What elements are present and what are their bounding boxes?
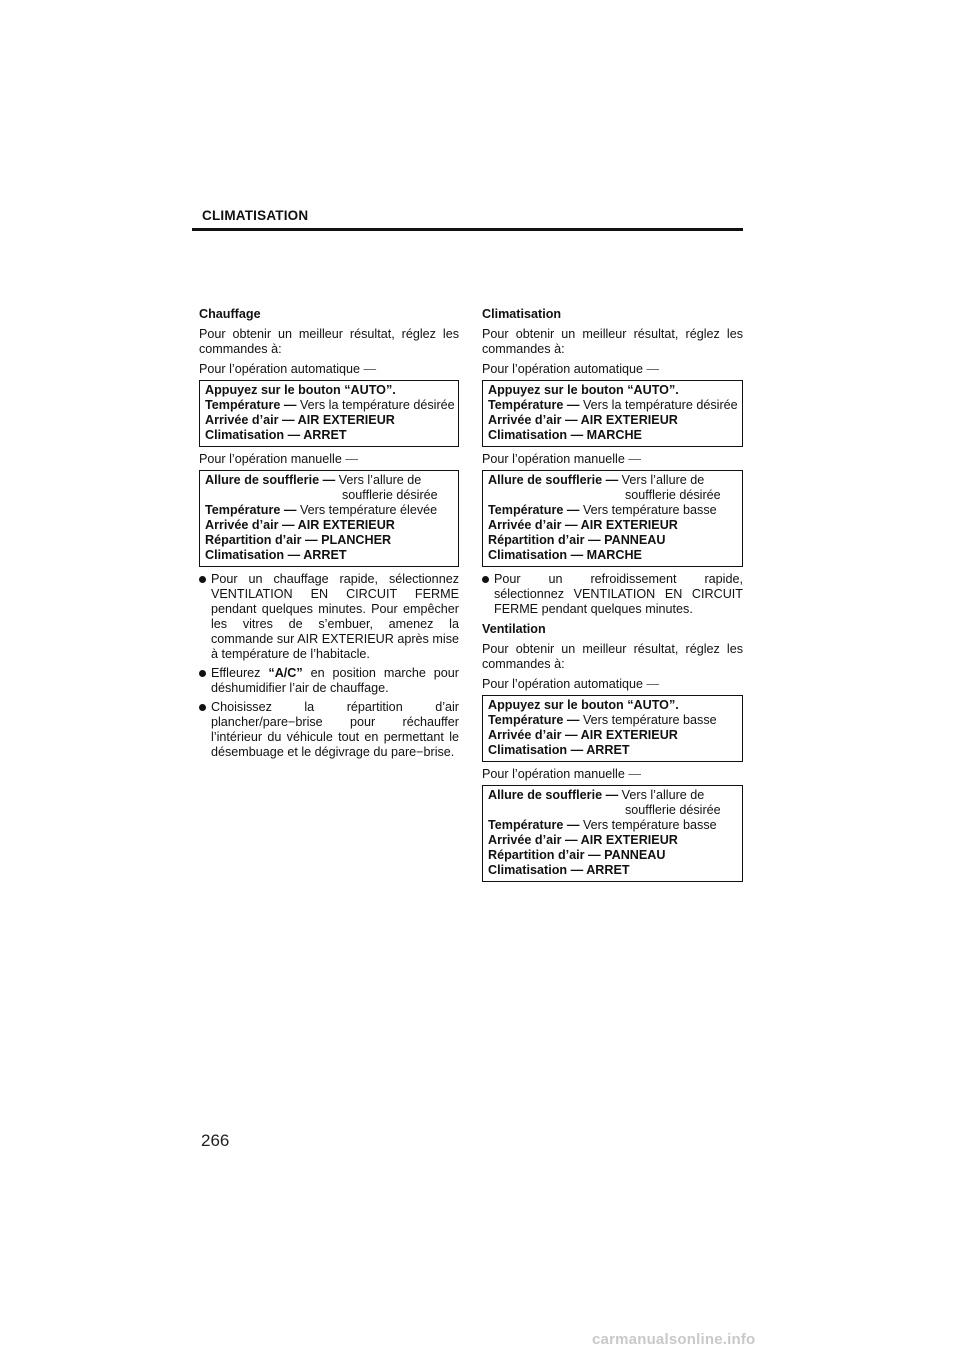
setting-row (205, 518, 453, 533)
section-title: CLIMATISATION (202, 208, 309, 223)
setting-row (205, 548, 453, 563)
page-number: 266 (201, 1131, 230, 1150)
tip-text: en position marche pour déshumidifier l’air de chauffage. (211, 666, 459, 695)
fan-speed-row (205, 473, 453, 488)
cooling-auto-settings (482, 380, 743, 447)
heating-intro: Pour obtenir un meilleur résultat, réglez les commandes à: (199, 327, 459, 356)
ventilation-manual-settings (482, 785, 743, 882)
setting-key: Température — (488, 818, 580, 832)
bullet-icon (199, 670, 206, 677)
heating-auto-settings (199, 380, 459, 447)
setting-key: Arrivée d’air — AIR EXTERIEUR (488, 413, 678, 427)
setting-row (488, 833, 737, 848)
fan-speed-continuation: soufflerie désirée (342, 488, 438, 502)
tip-item (199, 700, 459, 760)
cooling-manual-label: Pour l’opération manuelle — (482, 452, 641, 466)
setting-key: Température — (205, 398, 297, 412)
heating-manual-settings (199, 470, 459, 567)
fan-speed-row (488, 788, 737, 803)
cooling-manual-settings (482, 470, 743, 567)
setting-key: Climatisation — ARRET (205, 548, 347, 562)
fan-speed-row (488, 473, 737, 488)
setting-row (488, 413, 737, 428)
setting-value: Vers l’allure de (621, 473, 705, 487)
bullet-icon (199, 704, 206, 711)
setting-row (488, 398, 737, 413)
setting-row (488, 818, 737, 833)
setting-row (488, 383, 737, 398)
setting-key: Arrivée d’air — AIR EXTERIEUR (488, 728, 678, 742)
setting-key: Arrivée d’air — AIR EXTERIEUR (205, 518, 395, 532)
tip-item (199, 572, 459, 662)
setting-row (205, 398, 453, 413)
tip-text: Pour un refroidissement rapide, sélectionnez VENTILATION EN CIRCUIT FERME pendant quelques minutes. (494, 572, 743, 616)
tip-text: Pour un chauffage rapide, sélectionnez VENTILATION EN CIRCUIT FERME pendant quelques minutes. Pour empêcher les vitres de s’embuer, amenez la commande sur AIR EXTERIEUR après mise à température de l’habitacle. (211, 572, 459, 661)
bullet-icon (482, 576, 489, 583)
setting-row (205, 533, 453, 548)
setting-value: Vers température basse (582, 503, 717, 517)
setting-key: Climatisation — ARRET (488, 743, 630, 757)
setting-key: Répartition d’air — PANNEAU (488, 533, 666, 547)
setting-key: Allure de soufflerie — (488, 473, 619, 487)
setting-key: Arrivée d’air — AIR EXTERIEUR (488, 518, 678, 532)
setting-row (205, 383, 453, 398)
setting-row (488, 428, 737, 443)
cooling-auto-label: Pour l’opération automatique — (482, 362, 660, 376)
fan-speed-continuation: soufflerie désirée (625, 803, 721, 817)
setting-row (205, 503, 453, 518)
setting-key: Arrivée d’air — AIR EXTERIEUR (205, 413, 395, 427)
cooling-tips (482, 572, 743, 617)
setting-value: Vers l’allure de (338, 473, 422, 487)
setting-row (205, 413, 453, 428)
bullet-icon (199, 576, 206, 583)
setting-key: Allure de soufflerie — (488, 788, 619, 802)
setting-row (488, 728, 737, 743)
setting-row (488, 518, 737, 533)
setting-row (488, 863, 737, 878)
setting-value: Vers température basse (582, 713, 717, 727)
left-column (199, 305, 459, 765)
right-column (482, 305, 743, 887)
setting-key: Appuyez sur le bouton “AUTO”. (488, 383, 679, 397)
setting-key: Température — (488, 713, 580, 727)
cooling-intro: Pour obtenir un meilleur résultat, réglez les commandes à: (482, 327, 743, 356)
ventilation-heading: Ventilation (482, 622, 546, 636)
tip-emphasis: “A/C” (268, 666, 303, 680)
heating-heading: Chauffage (199, 307, 261, 321)
tip-item (199, 666, 459, 696)
tip-item (482, 572, 743, 617)
setting-value: Vers l’allure de (621, 788, 705, 802)
setting-key: Appuyez sur le bouton “AUTO”. (488, 698, 679, 712)
setting-row (488, 743, 737, 758)
setting-row (488, 848, 737, 863)
ventilation-auto-settings (482, 695, 743, 762)
ventilation-intro: Pour obtenir un meilleur résultat, réglez les commandes à: (482, 642, 743, 671)
setting-value: Vers température basse (582, 818, 717, 832)
setting-key: Climatisation — ARRET (488, 863, 630, 877)
tip-text: Effleurez (211, 666, 269, 680)
setting-key: Température — (205, 503, 297, 517)
setting-value: Vers température élevée (299, 503, 438, 517)
tip-text: Choisissez la répartition d’air plancher/pare−brise pour réchauffer l’intérieur du véhicule tout en permettant le désembuage et le dégivrage du pare−brise. (211, 700, 459, 759)
setting-key: Répartition d’air — PLANCHER (205, 533, 392, 547)
fan-speed-continuation: soufflerie désirée (625, 488, 721, 502)
setting-key: Appuyez sur le bouton “AUTO”. (205, 383, 396, 397)
setting-row (205, 428, 453, 443)
setting-row (488, 713, 737, 728)
heating-tips (199, 572, 459, 760)
setting-value: Vers la température désirée (299, 398, 455, 412)
setting-key: Arrivée d’air — AIR EXTERIEUR (488, 833, 678, 847)
ventilation-auto-label: Pour l’opération automatique — (482, 677, 660, 691)
setting-key: Allure de soufflerie — (205, 473, 336, 487)
setting-key: Climatisation — MARCHE (488, 548, 642, 562)
heating-manual-label: Pour l’opération manuelle — (199, 452, 358, 466)
setting-key: Température — (488, 503, 580, 517)
setting-value: Vers la température désirée (582, 398, 738, 412)
setting-row (488, 503, 737, 518)
setting-key: Climatisation — ARRET (205, 428, 347, 442)
setting-key: Température — (488, 398, 580, 412)
cooling-heading: Climatisation (482, 307, 562, 321)
setting-row (488, 548, 737, 563)
heating-auto-label: Pour l’opération automatique — (199, 362, 377, 376)
header-rule (192, 228, 743, 231)
setting-row (488, 698, 737, 713)
ventilation-manual-label: Pour l’opération manuelle — (482, 767, 641, 781)
watermark: carmanualsonline.info (592, 1331, 756, 1348)
setting-key: Répartition d’air — PANNEAU (488, 848, 666, 862)
setting-row (488, 533, 737, 548)
setting-key: Climatisation — MARCHE (488, 428, 642, 442)
